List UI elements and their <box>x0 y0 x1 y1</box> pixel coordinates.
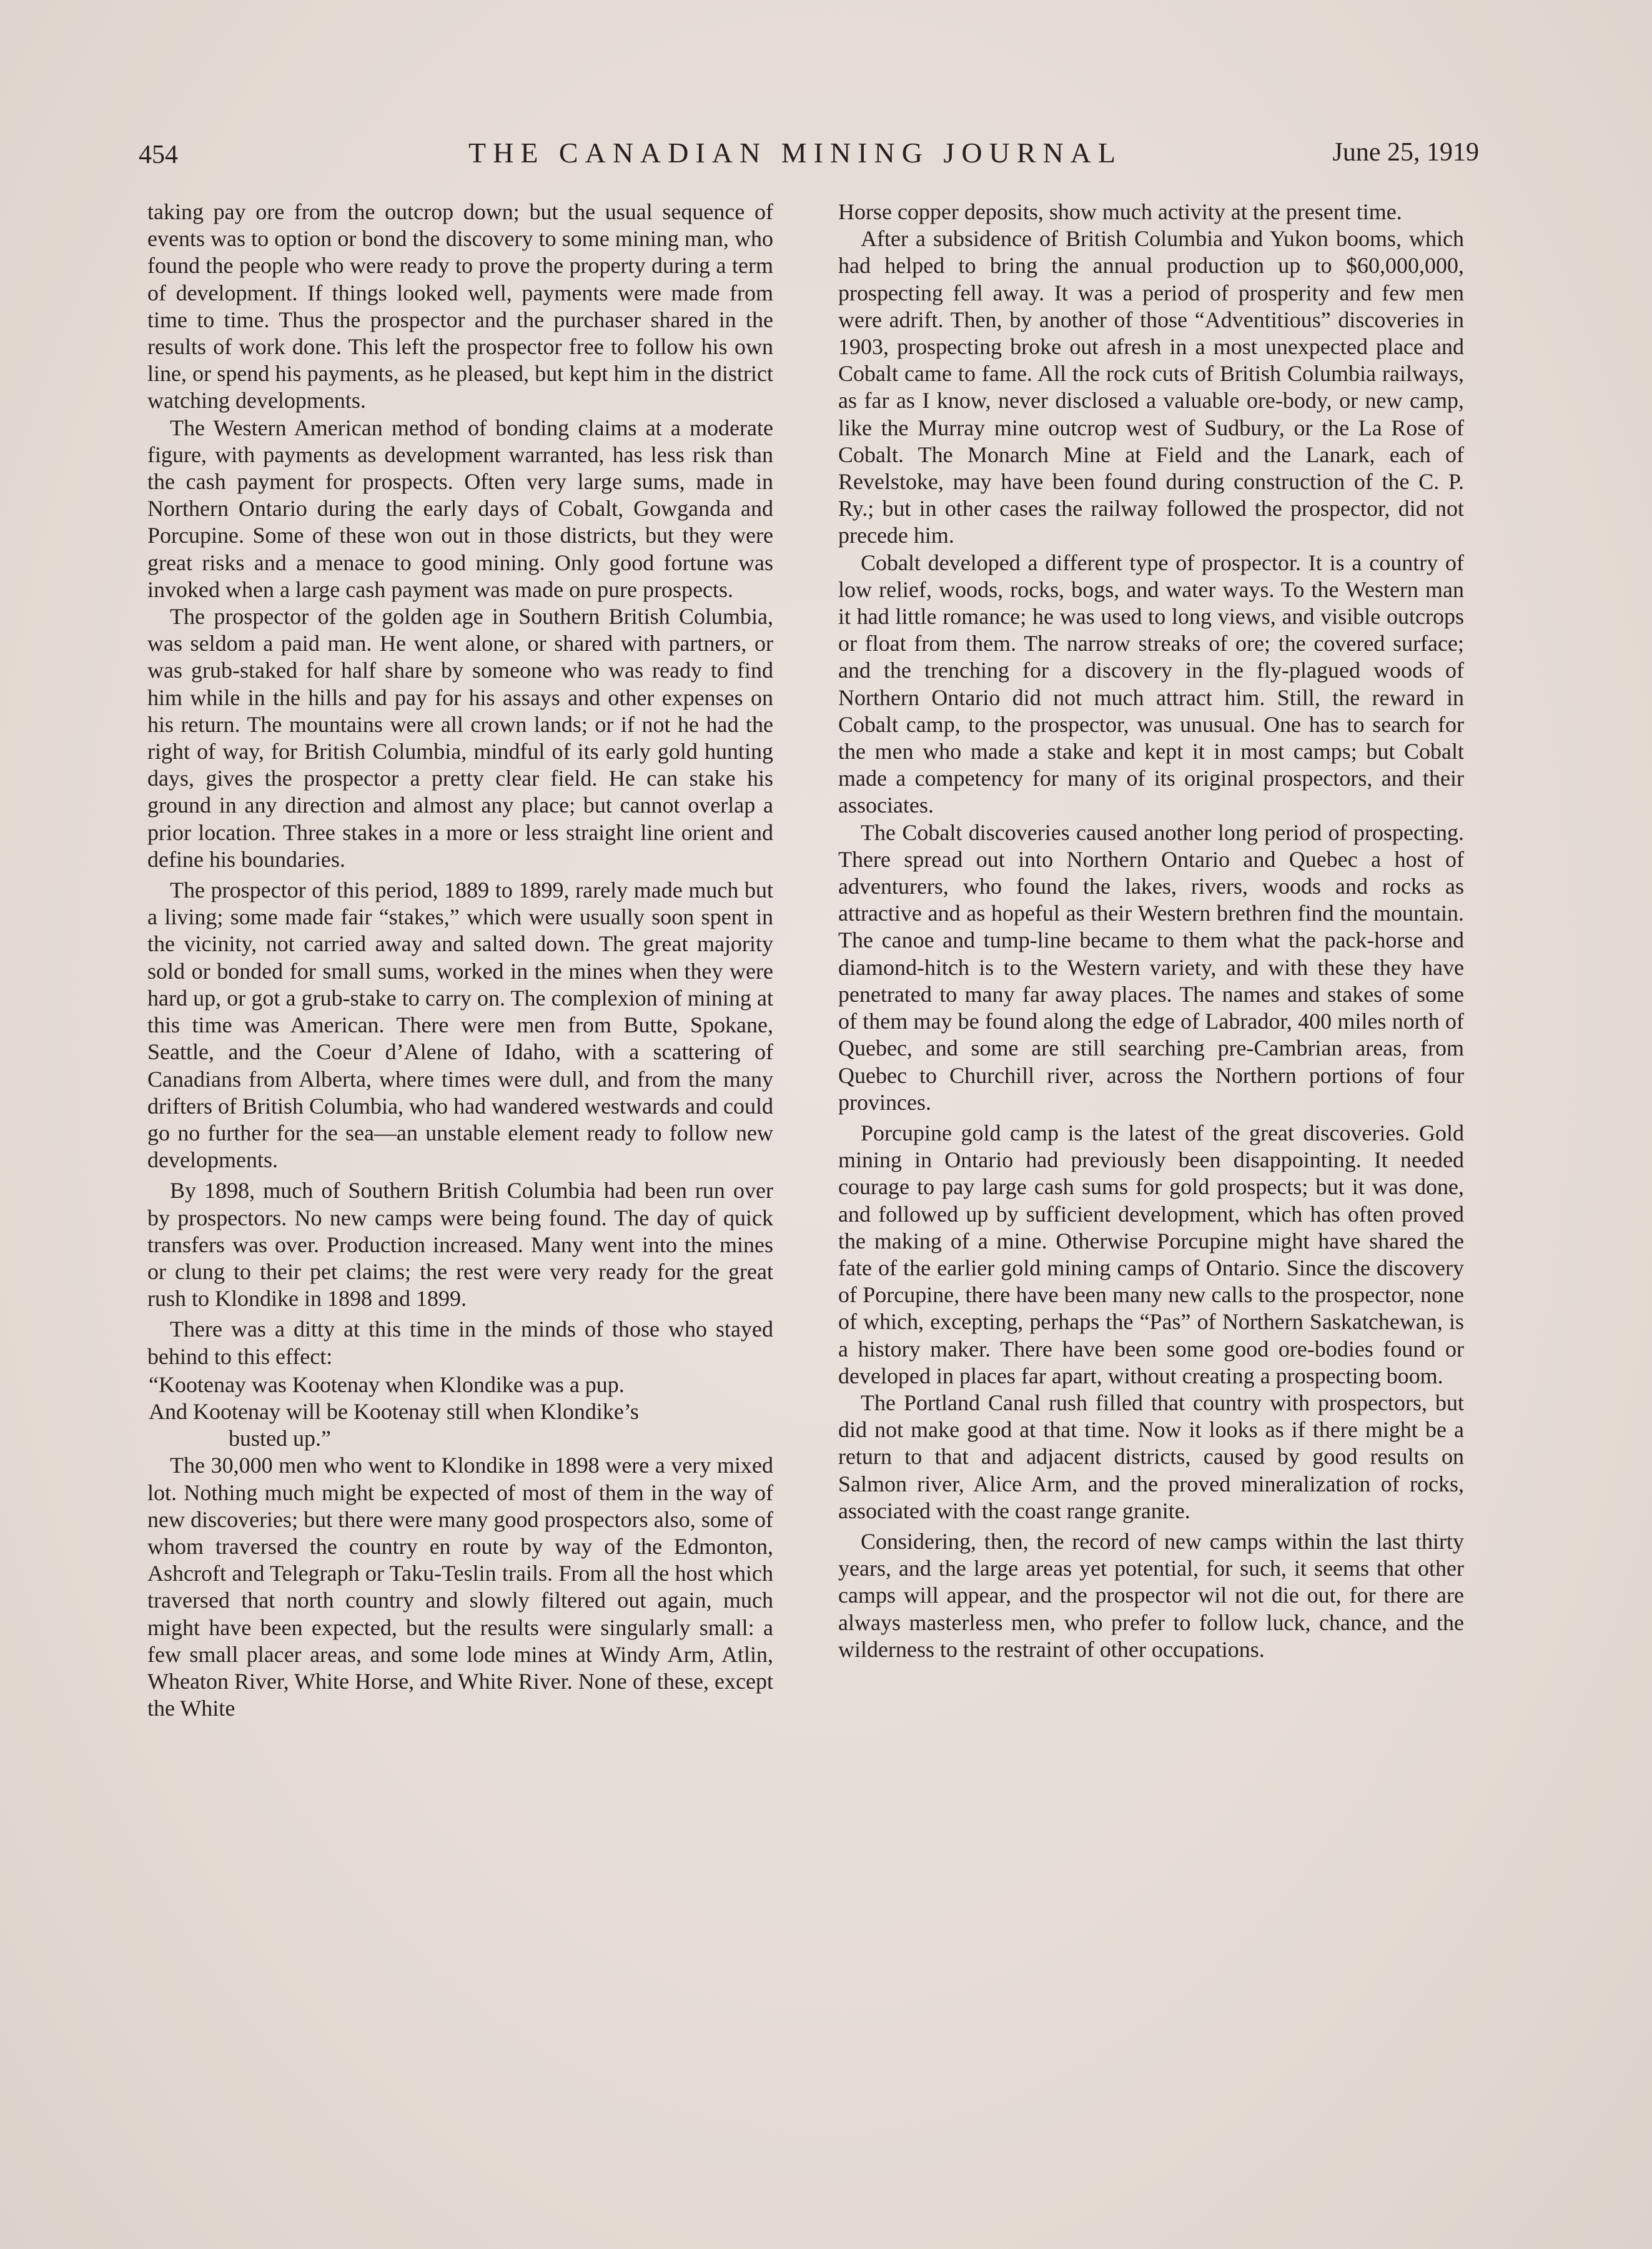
page-number: 454 <box>139 141 178 169</box>
paragraph: The prospector of this period, 1889 to 1899, rarely made much but a living; some made fair “stakes,” which were usually soon spent in the vicinity, not carried away and salted down. The great majority sold or bonded for small sums, worked in the mines when they were hard up, or got a grub-stake to carry on. The complexion of mining at this time was American. There were men from Butte, Spokane, Seattle, and the Coeur d’Alene of Idaho, with a scattering of Canadians from Alberta, where times were dull, and from the many drifters of British Columbia, who had wandered westwards and could go no further for the sea—an unstable element ready to follow new developments. <box>147 877 773 1173</box>
paragraph: There was a ditty at this time in the minds of those who stayed behind to this effect: <box>147 1317 773 1369</box>
verse-line: “Kootenay was Kootenay when Klondike was a pup. <box>149 1372 625 1397</box>
verse-line: And Kootenay will be Kootenay still when Klondike’s <box>149 1398 639 1424</box>
page-header <box>139 132 1479 176</box>
paragraph: taking pay ore from the outcrop down; but the usual sequence of events was to option or bond the discovery to some mining man, who found the people who were ready to prove the property during a term of development. If things looked well, payments were made from time to time. Thus the prospector and the purchaser shared in the results of work done. This left the prospector free to follow his own line, or spend his payments, as he pleased, but kept him in the district watching developments. <box>147 199 773 413</box>
paragraph: Horse copper deposits, show much activity at the present time. <box>838 199 1402 224</box>
verse-line: busted up.” <box>229 1426 331 1451</box>
paragraph: The 30,000 men who went to Klondike in 1898 were a very mixed lot. Nothing much might be expected of most of them in the way of new discoveries; but there were many good prospectors also, some of whom traversed the country en route by way of the Edmonton, Ashcroft and Telegraph or Taku-Teslin trails. From all the host which traversed that north country and slowly filtered out again, much might have been expected, but the results were singularly small: a few small placer areas, and some lode mines at Windy Arm, Atlin, Wheaton River, White Horse, and White River. None of these, except the White <box>147 1453 773 1721</box>
issue-date: June 25, 1919 <box>1332 138 1479 167</box>
verse-quote <box>147 1372 773 1453</box>
paragraph: Considering, then, the record of new camps within the last thirty years, and the large areas yet potential, for such, it seems that other camps will appear, and the prospector wil not die out, for there are always masterless men, who prefer to follow luck, chance, and the wilderness to the restraint of other occupations. <box>838 1528 1464 1662</box>
paragraph: The Western American method of bonding claims at a moderate figure, with payments as development warranted, has less risk than the cash payment for prospects. Often very large sums, made in Northern Ontario during the early days of Cobalt, Gowganda and Porcupine. Some of these won out in those districts, but they were great risks and a menace to good mining. Only good fortune was invoked when a large cash payment was made on pure prospects. <box>147 415 773 602</box>
paragraph: Cobalt developed a different type of prospector. It is a country of low relief, woods, rocks, bogs, and water ways. To the Western man it had little romance; he was used to long views, and visible outcrops or float from them. The narrow streaks of ore; the covered surface; and the trenching for a discovery in the fly-plagued woods of Northern Ontario did not much attract him. Still, the reward in Cobalt camp, to the prospector, was unusual. One has to search for the men who made a stake and kept it in most camps; but Cobalt made a competency for many of its original prospectors, and their associates. <box>838 550 1464 818</box>
right-column <box>838 199 1464 1663</box>
paragraph: Porcupine gold camp is the latest of the great discoveries. Gold mining in Ontario had previously been disappointing. It needed courage to pay large cash sums for gold prospects; but it was done, and followed up by sufficient development, which has often proved the making of a mine. Otherwise Porcupine might have shared the fate of the earlier gold mining camps of Ontario. Since the discovery of Porcupine, there have been many new calls to the prospector, none of which, excepting, perhaps the “Pas” of Northern Saskatchewan, is a history maker. There have been some good ore-bodies found or developed in places far apart, without creating a prospecting boom. <box>838 1120 1464 1388</box>
paragraph: After a subsidence of British Columbia and Yukon booms, which had helped to bring the annual production up to $60,000,000, prospecting fell away. It was a period of prosperity and few men were adrift. Then, by another of those “Adventitious” discoveries in 1903, prospecting broke out afresh in a most unexpected place and Cobalt came to fame. All the rock cuts of British Columbia railways, as far as I know, never disclosed a valuable ore-body, or new camp, like the Murray mine outcrop west of Sudbury, or the La Rose of Cobalt. The Monarch Mine at Field and the Lanark, each of Revelstoke, may have been found during construction of the C. P. Ry.; but in other cases the railway followed the prospector, did not precede him. <box>838 226 1464 548</box>
paragraph: The prospector of the golden age in Southern British Columbia, was seldom a paid man. He went alone, or shared with partners, or was grub-staked for half share by someone who was ready to find him while in the hills and pay for his assays and other expenses on his return. The mountains were all crown lands; or if not he had the right of way, for British Columbia, mindful of its early gold hunting days, gives the prospector a pretty clear field. He can stake his ground in any direction and almost any place; but cannot overlap a prior location. Three stakes in a more or less straight line orient and define his boundaries. <box>147 604 773 872</box>
paragraph: The Cobalt discoveries caused another long period of prospecting. There spread out into Northern Ontario and Quebec a host of adventurers, who found the lakes, rivers, woods and rocks as attractive and as hopeful as their Western brethren find the mountain. The canoe and tump-line became to them what the pack-horse and diamond-hitch is to the Western variety, and with these they have penetrated to many far away places. The names and stakes of some of them may be found along the edge of Labrador, 400 miles north of Quebec, and some are still searching pre-Cambrian areas, from Quebec to Churchill river, across the Northern portions of four provinces. <box>838 819 1464 1115</box>
paragraph: By 1898, much of Southern British Columbia had been run over by prospectors. No new camps were being found. The day of quick transfers was over. Production increased. Many went into the mines or clung to their pet claims; the rest were very ready for the great rush to Klondike in 1898 and 1899. <box>147 1178 773 1312</box>
left-column <box>147 199 773 1722</box>
paragraph: The Portland Canal rush filled that country with prospectors, but did not make good at that time. Now it looks as if there might be a return to that and adjacent districts, caused by good results on Salmon river, Alice Arm, and the proved mineralization of rocks, associated with the coast range granite. <box>838 1390 1464 1523</box>
journal-title: THE CANADIAN MINING JOURNAL <box>468 137 1122 169</box>
